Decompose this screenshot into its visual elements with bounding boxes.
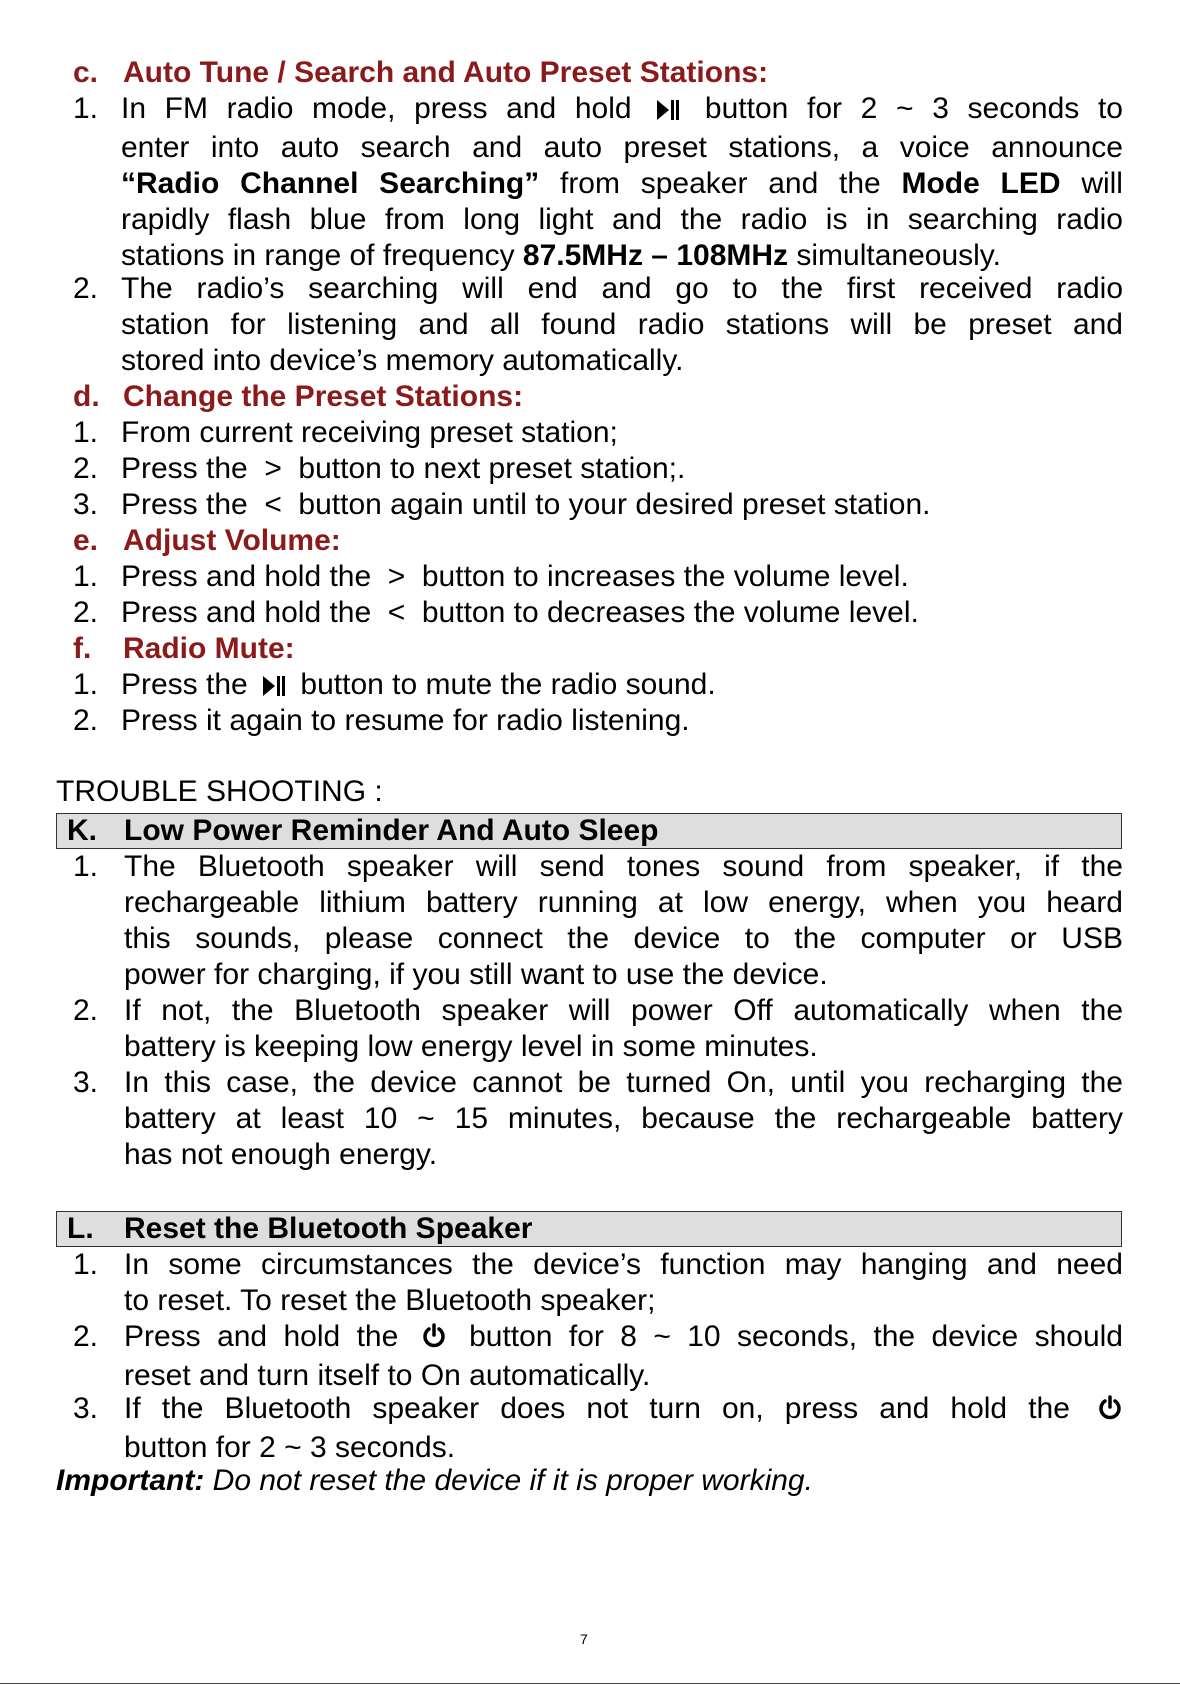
text-line: enter into auto search and auto preset stations, a voice announce <box>121 131 1123 164</box>
text-line <box>121 166 1123 202</box>
section-letter: L. <box>67 1212 94 1245</box>
text-line: battery at least 10 ~ 15 minutes, because the rechargeable battery <box>124 1102 1123 1135</box>
item-number: 3. <box>73 488 99 521</box>
text-line: In some circumstances the device’s function may hanging and need <box>124 1248 1123 1281</box>
text-line: rechargeable lithium battery running at low energy, when you heard <box>124 886 1123 919</box>
chevron-right-icon: > <box>387 560 406 593</box>
text-line: has not enough energy. <box>124 1138 438 1171</box>
play-pause-icon <box>656 94 680 130</box>
text-line: to reset. To reset the Bluetooth speaker; <box>124 1284 656 1317</box>
section-title: Low Power Reminder And Auto Sleep <box>124 814 659 847</box>
section-c-heading <box>73 55 768 91</box>
section-title: Auto Tune / Search and Auto Preset Stations: <box>123 56 769 89</box>
text-line: reset and turn itself to On automatically. <box>124 1359 651 1392</box>
text-run: button to increases the volume level. <box>421 560 909 593</box>
item-number: 1. <box>73 560 99 593</box>
text-line <box>121 238 1123 274</box>
text-run: stations in range of frequency <box>121 239 523 272</box>
text-line: power for charging, if you still want to use the device. <box>124 958 828 991</box>
item-number: 3. <box>73 1392 99 1425</box>
text-run: button to next preset station;. <box>298 452 686 485</box>
text-line: rapidly flash blue from long light and the radio is in searching radio <box>121 203 1123 236</box>
section-letter: K. <box>67 814 97 847</box>
section-title: Adjust Volume: <box>123 524 341 557</box>
text-line: The Bluetooth speaker will send tones sound from speaker, if the <box>124 850 1123 883</box>
section-letter: e. <box>73 524 99 557</box>
item-number: 1. <box>73 850 99 883</box>
text-line <box>121 451 1123 487</box>
text-line: The radio’s searching will end and go to the first received radio <box>121 272 1123 305</box>
text-line <box>124 1391 1123 1430</box>
text-line: battery is keeping low energy level in some minutes. <box>124 1030 818 1063</box>
power-icon <box>421 1322 447 1358</box>
text-run: “Radio Channel Searching” <box>121 167 540 200</box>
important-label: Important: <box>56 1464 205 1497</box>
item-number: 1. <box>73 668 99 701</box>
text-run: Press and hold the <box>121 596 372 629</box>
text-run: 87.5MHz – 108MHz <box>522 239 789 272</box>
item-number: 3. <box>73 1066 99 1099</box>
text-run: will <box>1060 167 1123 200</box>
text-line <box>121 595 1123 631</box>
text-line: Press it again to resume for radio listening. <box>121 704 690 737</box>
text-run: button to decreases the volume level. <box>421 596 919 629</box>
section-letter: f. <box>73 632 92 665</box>
text-run: button again until to your desired preset station. <box>298 488 931 521</box>
power-icon <box>1097 1394 1123 1430</box>
section-title: Change the Preset Stations: <box>123 380 524 413</box>
section-letter: d. <box>73 380 100 413</box>
text-run: Mode LED <box>901 167 1061 200</box>
text-line: station for listening and all found radio stations will be preset and <box>121 308 1123 341</box>
important-text: Do not reset the device if it is proper working. <box>204 1464 813 1497</box>
text-run: Press and hold the <box>121 560 372 593</box>
item-number: 2. <box>73 596 99 629</box>
chevron-right-icon: > <box>264 452 282 485</box>
chevron-left-icon: < <box>264 488 282 521</box>
section-title: Radio Mute: <box>123 632 295 665</box>
item-number: 2. <box>73 994 99 1027</box>
text-run: button to mute the radio sound. <box>300 668 716 701</box>
page-number: 7 <box>580 1631 588 1647</box>
text-run: Press the <box>121 452 248 485</box>
text-line: From current receiving preset station; <box>121 416 618 449</box>
text-line <box>121 667 1123 706</box>
item-number: 2. <box>73 452 99 485</box>
text-line <box>124 1319 1123 1358</box>
play-pause-icon <box>262 670 286 706</box>
text-run: In FM radio mode, press and hold <box>121 92 632 125</box>
section-d-heading <box>73 379 523 415</box>
section-k-heading <box>56 813 1122 849</box>
item-number: 2. <box>73 272 99 305</box>
text-run: simultaneously. <box>788 239 1001 272</box>
text-line: this sounds, please connect the device to the computer or USB <box>124 922 1123 955</box>
text-run: Press the <box>121 668 248 701</box>
bottom-rule <box>0 1683 1180 1684</box>
text-line: If not, the Bluetooth speaker will power Off automatically when the <box>124 994 1123 1027</box>
text-run: Press and hold the <box>124 1320 399 1353</box>
section-e-heading <box>73 523 341 559</box>
trouble-shooting-title: TROUBLE SHOOTING : <box>56 775 383 808</box>
section-f-heading <box>73 631 295 667</box>
text-line <box>121 487 1123 523</box>
text-line: stored into device’s memory automatically. <box>121 344 684 377</box>
text-line: In this case, the device cannot be turned On, until you recharging the <box>124 1066 1123 1099</box>
item-number: 1. <box>73 1248 99 1281</box>
item-number: 1. <box>73 416 99 449</box>
text-run: If the Bluetooth speaker does not turn on, press and hold the <box>124 1392 1070 1425</box>
text-run: from speaker and the <box>539 167 902 200</box>
item-number: 2. <box>73 1320 99 1353</box>
text-line <box>121 559 1123 595</box>
text-line <box>121 91 1123 130</box>
section-title: Reset the Bluetooth Speaker <box>124 1212 533 1245</box>
text-run: button for 2 ~ 3 seconds to <box>704 92 1123 125</box>
item-number: 2. <box>73 704 99 737</box>
text-run: button for 8 ~ 10 seconds, the device should <box>469 1320 1123 1353</box>
text-run: Press the <box>121 488 248 521</box>
section-letter: c. <box>73 56 99 89</box>
chevron-left-icon: < <box>387 596 406 629</box>
important-note <box>56 1463 813 1499</box>
item-number: 1. <box>73 92 99 125</box>
section-l-heading <box>56 1211 1122 1247</box>
text-line: button for 2 ~ 3 seconds. <box>124 1431 456 1464</box>
